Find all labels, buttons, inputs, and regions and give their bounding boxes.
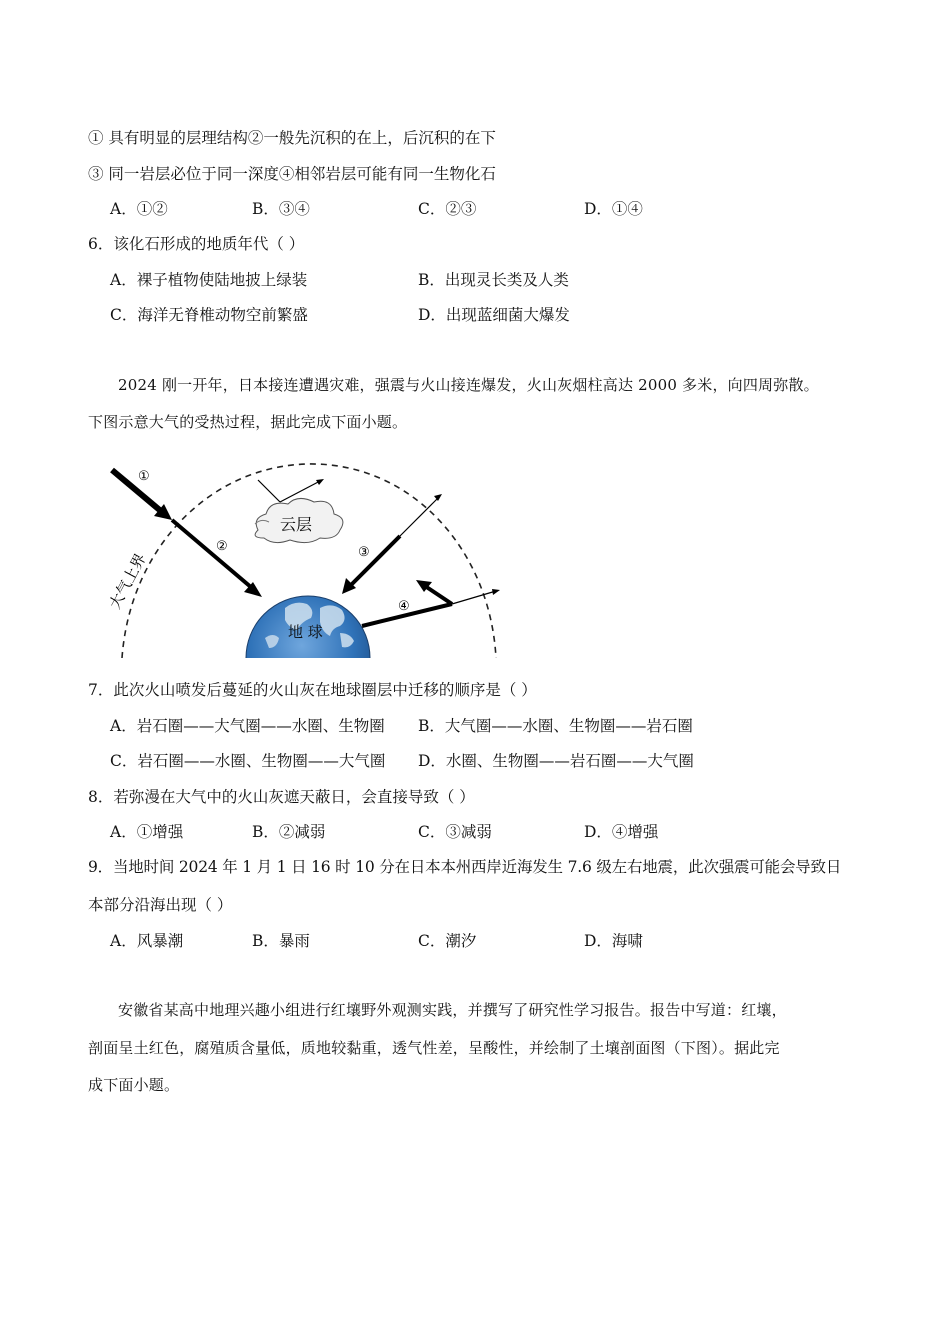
q6-stem: 6．该化石形成的地质年代（ ）	[88, 235, 305, 253]
q8-option-b[interactable]: B．②减弱	[252, 823, 326, 841]
atmosphere-label: 大气上界	[105, 550, 150, 612]
arrow-label-4: ④	[398, 599, 410, 614]
q7-option-c[interactable]: C．岩石圈——水圈、生物圈——大气圈	[110, 752, 386, 770]
q5-statement-line1: ① 具有明显的层理结构②一般先沉积的在上，后沉积的在下	[88, 129, 496, 147]
passage1-line1: 2024 刚一开年，日本接连遭遇灾难，强震与火山接连爆发，火山灰烟柱高达 2000 多米，向四周弥散。	[118, 376, 819, 394]
q5-option-a[interactable]: A．①②	[110, 200, 168, 218]
q9-option-d[interactable]: D．海啸	[584, 932, 643, 950]
passage2-line1: 安徽省某高中地理兴趣小组进行红壤野外观测实践，并撰写了研究性学习报告。报告中写道：红壤，	[118, 1001, 787, 1019]
q7-option-a[interactable]: A．岩石圈——大气圈——水圈、生物圈	[110, 717, 385, 735]
cloud-label: 云层	[280, 515, 313, 534]
q8-option-c[interactable]: C．③减弱	[418, 823, 492, 841]
q6-option-d[interactable]: D．出现蓝细菌大爆发	[418, 306, 570, 324]
q6-option-b[interactable]: B．出现灵长类及人类	[418, 271, 569, 289]
arrow-label-1: ①	[138, 469, 150, 484]
q8-option-d[interactable]: D．④增强	[584, 823, 659, 841]
q5-statement-line2: ③ 同一岩层必位于同一深度④相邻岩层可能有同一生物化石	[88, 165, 496, 183]
earth-label: 地 球	[288, 623, 323, 641]
q7-stem: 7．此次火山喷发后蔓延的火山灰在地球圈层中迁移的顺序是（ ）	[88, 681, 537, 699]
passage2-line3: 成下面小题。	[88, 1076, 180, 1094]
q5-option-c[interactable]: C．②③	[418, 200, 477, 218]
q9-option-a[interactable]: A．风暴潮	[110, 932, 184, 950]
q7-option-d[interactable]: D．水圈、生物圈——岩石圈——大气圈	[418, 752, 694, 770]
q7-option-b[interactable]: B．大气圈——水圈、生物圈——岩石圈	[418, 717, 693, 735]
q9-stem-line2: 本部分沿海出现（ ）	[88, 896, 233, 914]
q9-stem-line1: 9．当地时间 2024 年 1 月 1 日 16 时 10 分在日本本州西岸近海发生 7.6 级左右地震，此次强震可能会导致日	[88, 858, 842, 876]
q8-option-a[interactable]: A．①增强	[110, 823, 184, 841]
passage2-line2: 剖面呈土红色，腐殖质含量低，质地较黏重，透气性差，呈酸性，并绘制了土壤剖面图（下图）。据此完	[88, 1039, 780, 1057]
q8-stem: 8．若弥漫在大气中的火山灰遮天蔽日，会直接导致（ ）	[88, 788, 475, 806]
q5-option-d[interactable]: D．①④	[584, 200, 643, 218]
q9-option-c[interactable]: C．潮汐	[418, 932, 477, 950]
q9-option-b[interactable]: B．暴雨	[252, 932, 310, 950]
arrow-label-2: ②	[216, 539, 228, 554]
q5-option-b[interactable]: B．③④	[252, 200, 310, 218]
q6-option-c[interactable]: C．海洋无脊椎动物空前繁盛	[110, 306, 308, 324]
atmosphere-heating-diagram	[90, 458, 510, 658]
passage1-line2: 下图示意大气的受热过程，据此完成下面小题。	[88, 413, 408, 431]
q6-option-a[interactable]: A．裸子植物使陆地披上绿装	[110, 271, 308, 289]
arrow-label-3: ③	[358, 545, 370, 560]
